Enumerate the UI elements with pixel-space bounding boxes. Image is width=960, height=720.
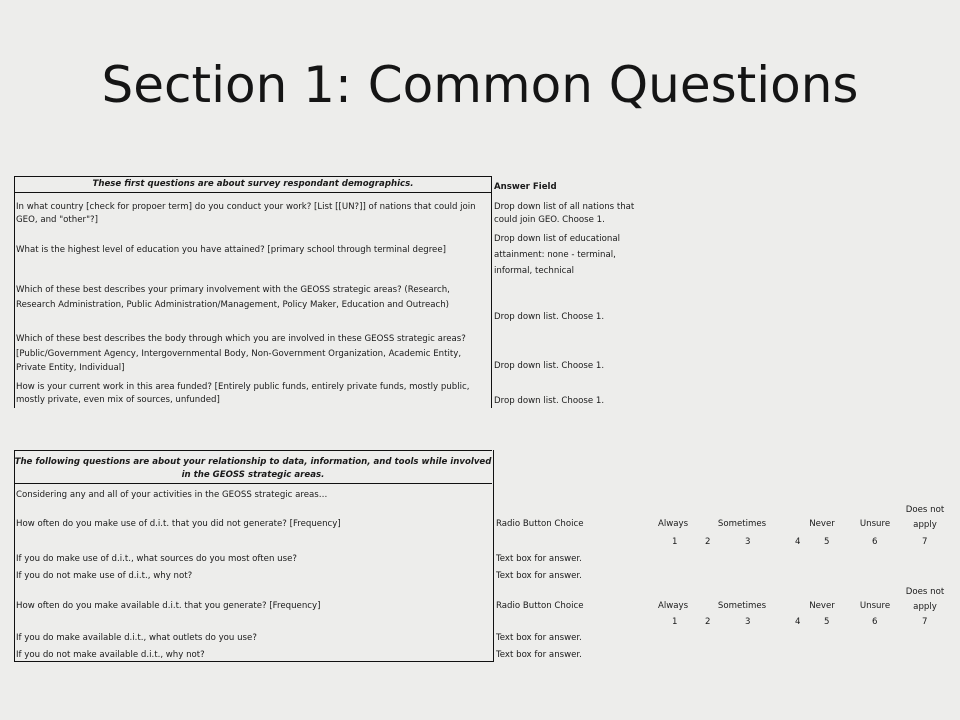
answer-cell: Drop down list. Choose 1. — [494, 361, 605, 371]
scale-label-never: Never — [809, 519, 835, 529]
scale-label-sometimes: Sometimes — [717, 601, 767, 611]
answer-field-header: Answer Field — [494, 182, 557, 192]
answer-cell: Drop down list. Choose 1. — [494, 396, 605, 406]
answer-cell: Text box for answer. — [496, 554, 582, 564]
scale-label-always: Always — [657, 601, 689, 611]
section2-top-border — [14, 450, 492, 451]
answer-cell: Text box for answer. — [496, 571, 582, 581]
section2-header-underline — [14, 483, 492, 484]
question-cell: If you do make use of d.i.t., what sources do you most often use? — [16, 554, 297, 564]
page-title: Section 1: Common Questions — [101, 56, 859, 114]
section1-header: These first questions are about survey respondant demographics. — [92, 179, 414, 189]
question-cell: If you do make available d.i.t., what outlets do you use? — [16, 633, 257, 643]
scale-label-sometimes: Sometimes — [717, 519, 767, 529]
question-cell: In what country [check for propoer term] do you conduct your work? [List [[UN?]] of nations that could join GEO, and "other"?] — [16, 202, 476, 225]
answer-cell: Radio Button Choice — [496, 601, 584, 611]
column-divider — [491, 176, 492, 408]
top-border — [14, 176, 492, 177]
section2-column-divider — [493, 450, 494, 662]
question-cell: How often do you make available d.i.t. that you generate? [Frequency] — [16, 601, 321, 611]
scale-number: 5 — [824, 537, 830, 547]
question-cell: Which of these best describes the body through which you are involved in these GEOSS strategic areas? [Public/Government Agency, Intergovernmental Body, Non-Government Organization, Academic Entity, Private Entity, Individual] — [16, 334, 466, 373]
scale-number: 4 — [795, 617, 801, 627]
answer-cell: Drop down list. Choose 1. — [494, 312, 605, 322]
scale-number: 6 — [872, 537, 878, 547]
answer-cell: Text box for answer. — [496, 633, 582, 643]
answer-cell: Drop down list of educational attainment: none - terminal, informal, technical — [494, 234, 620, 276]
section2-intro: Considering any and all of your activities in the GEOSS strategic areas… — [16, 490, 328, 500]
scale-number: 2 — [705, 537, 711, 547]
section2-bottom-border — [14, 661, 494, 662]
answer-cell: Radio Button Choice — [496, 519, 584, 529]
scale-label-unsure: Unsure — [859, 519, 891, 529]
scale-number: 7 — [922, 617, 928, 627]
scale-number: 6 — [872, 617, 878, 627]
question-cell: Which of these best describes your primary involvement with the GEOSS strategic areas? (Research, Research Administration, Public Administration/Management, Policy Maker, Education and Outreach) — [16, 285, 450, 310]
scale-label-always: Always — [657, 519, 689, 529]
question-cell: If you do not make use of d.i.t., why not? — [16, 571, 193, 581]
question-cell: If you do not make available d.i.t., why not? — [16, 650, 205, 660]
scale-number: 5 — [824, 617, 830, 627]
question-cell: How is your current work in this area funded? [Entirely public funds, entirely private funds, mostly public, mostly private, even mix of sources, unfunded] — [16, 382, 470, 405]
answer-cell: Text box for answer. — [496, 650, 582, 660]
question-cell: How often do you make use of d.i.t. that you did not generate? [Frequency] — [16, 519, 341, 529]
scale-number: 2 — [705, 617, 711, 627]
scale-number: 3 — [745, 537, 751, 547]
section2-left-border — [14, 450, 15, 662]
scale-number: 1 — [672, 617, 678, 627]
scale-number: 3 — [745, 617, 751, 627]
scale-number: 4 — [795, 537, 801, 547]
scale-label-does-not-apply: Does not apply — [905, 505, 945, 530]
scale-number: 1 — [672, 537, 678, 547]
scale-label-never: Never — [809, 601, 835, 611]
scale-label-unsure: Unsure — [859, 601, 891, 611]
left-border — [14, 176, 15, 408]
header-underline — [14, 192, 492, 193]
answer-cell: Drop down list of all nations that could join GEO. Choose 1. — [494, 202, 635, 225]
question-cell: What is the highest level of education you have attained? [primary school through terminal degree] — [16, 245, 446, 255]
section2-header: The following questions are about your relationship to data, information, and tools while involved in the GEOSS strategic areas. — [14, 457, 492, 480]
scale-number: 7 — [922, 537, 928, 547]
scale-label-does-not-apply: Does not apply — [905, 587, 945, 612]
